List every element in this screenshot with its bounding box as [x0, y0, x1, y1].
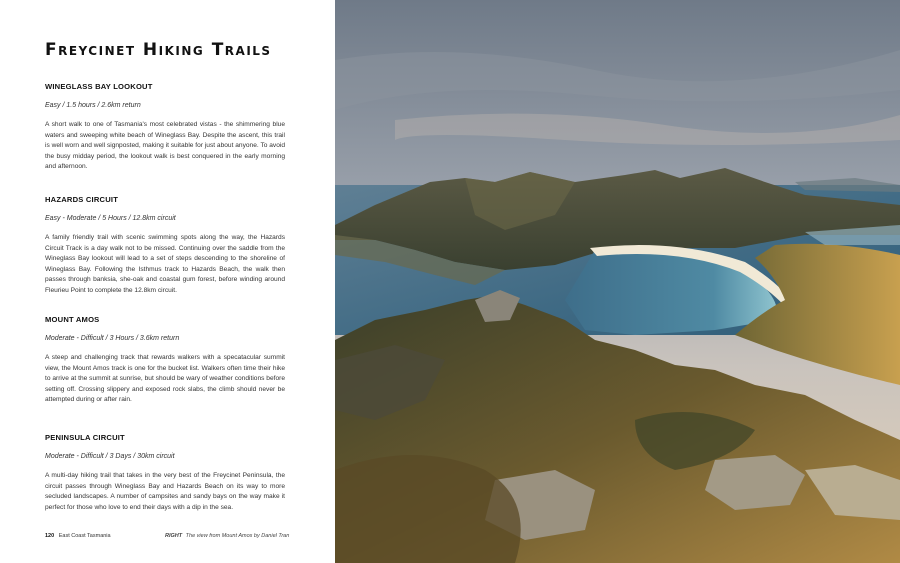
trail-meta: Moderate - Difficult / 3 Hours / 3.6km return — [45, 335, 180, 342]
trail-section-mount-amos — [45, 315, 285, 433]
trail-section-hazards-circuit — [45, 195, 285, 315]
trail-heading: PENINSULA CIRCUIT — [45, 433, 125, 442]
page-title: Freycinet Hiking Trails — [45, 40, 272, 60]
trail-meta: Easy - Moderate / 5 Hours / 12.8km circuit — [45, 215, 176, 222]
trail-description: A multi-day hiking trail that takes in the very best of the Freycinet Peninsula, the circuit passes through Wineglass Bay and Hazards Beach on its way to more secluded landscapes. A number of campsites and sandy bays on the way make it perfect for those who love to end their days with a dip in the sea. — [45, 472, 285, 511]
trail-meta: Easy / 1.5 hours / 2.6km return — [45, 102, 141, 109]
page-folio — [45, 533, 111, 539]
trail-heading: MOUNT AMOS — [45, 315, 100, 324]
photo-caption — [165, 533, 289, 539]
trail-description: A family friendly trail with scenic swimming spots along the way, the Hazards Circuit Track is a day walk not to be missed. Continuing over the saddle from the Wineglass Bay lookout will lead to a set of steps descending to the shoreline of Wineglass Bay. Following the Isthmus track to Hazards Beach, the walk then passes through banksia, she-oak and coastal gum forest, before winding around Fleurieu Point to complete the 12.8km circuit. — [45, 234, 285, 294]
text-page — [0, 0, 335, 563]
section-name: East Coast Tasmania — [58, 533, 111, 539]
landscape-photo — [335, 0, 900, 563]
trail-heading: WINEGLASS BAY LOOKOUT — [45, 82, 153, 91]
trail-section-wineglass-bay — [45, 82, 285, 195]
caption-text: The view from Mount Amos by Daniel Tran — [185, 533, 290, 539]
trail-meta: Moderate - Difficult / 3 Days / 30km circuit — [45, 453, 175, 460]
trail-description: A steep and challenging track that rewards walkers with a specatacular summit view, the Mount Amos track is one for the bucket list. Walkers often time their hike to arrive at the summit at sunrise, but should be wary of weather conditions before setting off. Crossing slippery and exposed rock slabs, the climb should never be attempted during or after rain. — [45, 354, 285, 403]
trail-section-peninsula-circuit — [45, 433, 285, 546]
trail-list — [45, 82, 285, 546]
page-number: 120 — [45, 533, 55, 539]
trail-description: A short walk to one of Tasmania's most celebrated vistas - the shimmering blue waters and sweeping white beach of Wineglass Bay. Despite the ascent, this trail is well worn and well signposted, making it suitable for just about anyone. To avoid the busy midday period, the lookout walk is best conquered in the early morning and afternoon. — [45, 121, 285, 170]
landscape-illustration — [335, 0, 900, 563]
trail-heading: HAZARDS CIRCUIT — [45, 195, 119, 204]
caption-label: RIGHT — [165, 533, 183, 539]
